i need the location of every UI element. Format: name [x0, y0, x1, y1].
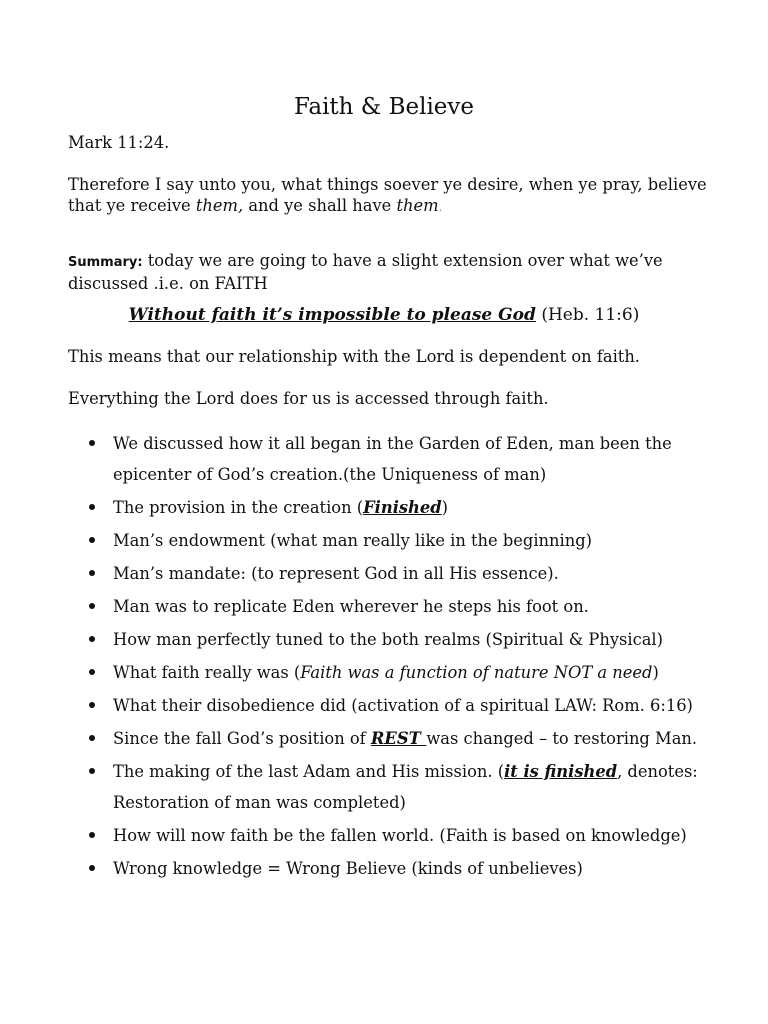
list-item-text: was changed – to restoring Man.: [426, 729, 698, 748]
list-item-text: How man perfectly tuned to the both realms (Spiritual & Physical): [113, 630, 663, 649]
bullet-dot-icon: [89, 570, 95, 576]
list-item-emphasis: Finished: [363, 498, 442, 517]
verse-text-1: Therefore I say unto you, what things soever ye desire, when ye pray, believe that ye receive: [68, 175, 707, 215]
list-item: [68, 820, 728, 851]
discussion-bullet-list: [68, 428, 728, 886]
list-item-text: Wrong knowledge = Wrong Believe (kinds of unbelieves): [113, 859, 583, 878]
list-item-text: Since the fall God’s position of: [113, 729, 371, 748]
list-item-text: What their disobedience did (activation of a spiritual LAW: Rom. 6:16): [113, 696, 693, 715]
key-statement-reference: (Heb. 11:6): [535, 305, 640, 325]
list-item: [68, 756, 728, 818]
list-item-text: Man’s endowment (what man really like in the beginning): [113, 531, 592, 550]
scripture-reference: Mark 11:24.: [68, 133, 170, 152]
list-item-emphasis: REST: [370, 729, 427, 748]
list-item: [68, 591, 728, 622]
verse-end: .: [438, 201, 443, 214]
bullet-dot-icon: [89, 603, 95, 609]
summary-label: Summary:: [68, 255, 143, 270]
list-item: [68, 690, 728, 721]
list-item-text: ): [652, 663, 659, 682]
list-item-text: Man’s mandate: (to represent God in all His essence).: [113, 564, 559, 583]
list-item: [68, 428, 728, 490]
list-item-emphasis: Faith was a function of nature NOT a need: [300, 663, 653, 682]
bullet-dot-icon: [89, 702, 95, 708]
paragraph-access: Everything the Lord does for us is accessed through faith.: [68, 389, 549, 408]
list-item: [68, 492, 728, 523]
list-item: [68, 624, 728, 655]
summary-paragraph: [68, 250, 713, 294]
list-item-text: The making of the last Adam and His mission. (: [113, 762, 505, 781]
list-item: [68, 723, 728, 754]
list-item: [68, 525, 728, 556]
bullet-dot-icon: [89, 636, 95, 642]
list-item: [68, 853, 728, 884]
verse-emphasis-2: them: [396, 196, 439, 215]
list-item: [68, 657, 728, 688]
list-item-emphasis: it is finished: [504, 762, 618, 781]
scripture-verse: [68, 174, 708, 218]
list-item-text: , denotes: Restoration of man was completed): [113, 762, 698, 812]
bullet-dot-icon: [89, 504, 95, 510]
list-item-text: What faith really was (: [113, 663, 301, 682]
bullet-dot-icon: [89, 440, 95, 446]
bullet-dot-icon: [89, 537, 95, 543]
page-title: Faith & Believe: [293, 94, 475, 120]
bullet-dot-icon: [89, 735, 95, 741]
list-item-text: We discussed how it all began in the Garden of Eden, man been the epicenter of God’s creation.(the Uniqueness of man): [113, 434, 672, 484]
bullet-dot-icon: [89, 865, 95, 871]
verse-emphasis-1: them,: [195, 196, 244, 215]
list-item-text: Man was to replicate Eden wherever he steps his foot on.: [113, 597, 589, 616]
verse-text-2: and ye shall have: [243, 196, 397, 215]
key-statement: [0, 304, 768, 326]
bullet-dot-icon: [89, 832, 95, 838]
list-item-text: ): [441, 498, 448, 517]
summary-text: today we are going to have a slight extension over what we’ve discussed .i.e. on FAITH: [68, 251, 663, 293]
list-item-text: The provision in the creation (: [113, 498, 364, 517]
key-statement-emphasis: Without faith it’s impossible to please God: [128, 305, 536, 325]
bullet-dot-icon: [89, 768, 95, 774]
paragraph-relationship: This means that our relationship with the Lord is dependent on faith.: [68, 347, 640, 366]
list-item: [68, 558, 728, 589]
bullet-dot-icon: [89, 669, 95, 675]
list-item-text: How will now faith be the fallen world. (Faith is based on knowledge): [113, 826, 687, 845]
